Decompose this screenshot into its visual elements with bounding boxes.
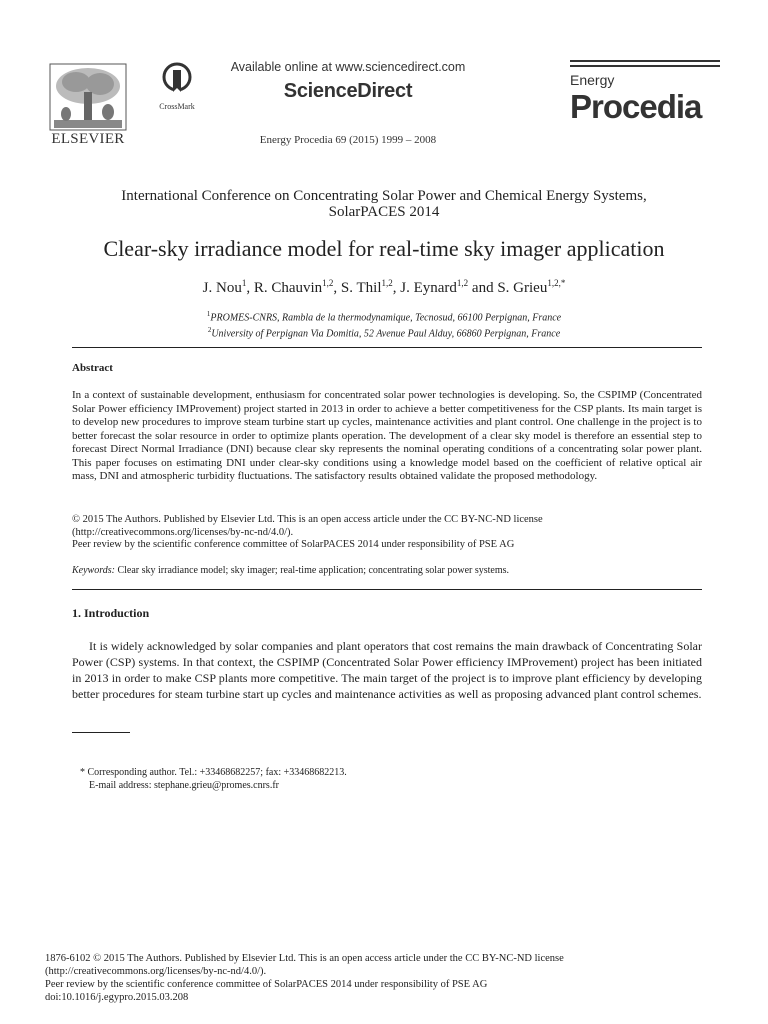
keywords-label: Keywords: [72,565,115,576]
author-affiliation-marker: 1 [241,278,247,288]
crossmark-icon [162,62,192,96]
section-divider [72,347,702,348]
affiliations [60,308,708,341]
journal-logo-procedia: Procedia [570,88,702,125]
abstract-body: In a context of sustainable development, enthusiasm for concentrated solar power technologies is developing. So, the CSPIMP (Concentrated Solar Power efficiency IMProvement) project started in 2013 in order to achieve a better competitiveness for the CSP plants. Its main target is to develop new procedures to improve steam turbine start up cycles, maintenance activities and plant control. One challenge in the project is to better forecast the solar resource in order to optimize plants operation. The development of a clear sky model is therefore an essential step to forecast Direct Normal Irradiance (DNI) because clear sky represents the nominal operating conditions of a concentrating solar power plant. This paper focuses on estimating DNI under clear-sky conditions using a knowledge model based on the coefficient of relative optical air mass, DNI and atmospheric turbidity fluctuations. The satisfactory results obtained validate the proposed methodology. [72,389,702,482]
license-notice [72,514,702,552]
conference-line: International Conference on Concentrating Solar Power and Chemical Energy Systems, [121,188,647,204]
footer-license-link[interactable]: (http://creativecommons.org/licenses/by-nc-nd/4.0/). [45,966,267,977]
author-separator: , [333,280,341,296]
affiliation-text: University of Perpignan Via Domitia, 52 Avenue Paul Alduy, 66860 Perpignan, France [211,328,561,340]
introduction-body: It is widely acknowledged by solar companies and plant operators that cost remains the main drawback of Concentrating Solar Power (CSP) systems. In that context, the CSPIMP (Concentrated Solar Power efficiency IMProvement) project has been initiated in 2013 in order to make CSP plants more competitive. The main target of the project is to improve plant efficiency by developing better procedures for steam turbine start up cycles and maintenance activities as well as proposing advanced plant control schemes. [72,639,702,701]
crossmark-label: CrossMark [159,102,195,111]
author-list [60,278,708,297]
author-name: J. Nou [202,280,242,296]
author-name: J. Eynard [400,280,457,296]
author-separator: and [468,280,498,296]
logo-rule [570,60,720,62]
keywords-list: Clear sky irradiance model; sky imager; real-time application; concentrating solar power systems. [114,565,510,576]
available-online-text: Available online at www.sciencedirect.com [230,60,466,74]
author-name: S. Thil [340,280,382,296]
corresponding-author-footnote [80,767,700,792]
author-affiliation-marker: 1,2 [456,278,469,288]
journal-reference: Energy Procedia 69 (2015) 1999 – 2008 [259,134,437,146]
footer-copyright: 1876-6102 © 2015 The Authors. Published by Elsevier Ltd. This is an open access article under the CC BY-NC-ND license [45,953,564,964]
author-affiliation-marker: 1,2 [381,278,393,288]
introduction-heading: 1. Introduction [72,606,150,620]
license-text: © 2015 The Authors. Published by Elsevier Ltd. This is an open access article under the CC BY-NC-ND license [72,514,543,525]
article-title: Clear-sky irradiance model for real-time sky imager application [103,236,665,261]
footnote-rule [72,732,130,733]
corresponding-author: * Corresponding author. Tel.: +33468682257; fax: +33468682213. [80,767,347,778]
affiliation-text: PROMES-CNRS, Rambla de la thermodynamique, Tecnosud, 66100 Perpignan, France [210,312,562,324]
crossmark-badge[interactable] [155,62,199,111]
footer-doi[interactable]: doi:10.1016/j.egypro.2015.03.208 [45,992,189,1003]
author-affiliation-marker: 1,2,* [547,278,566,288]
author-separator: , [392,280,401,296]
affiliation-number: 2 [207,326,212,335]
conference-line: SolarPACES 2014 [328,204,440,220]
affiliation-number: 1 [206,310,211,318]
author-affiliation-marker: 1,2 [322,278,334,288]
page-footer [45,952,725,1004]
author-name: R. Chauvin [253,280,323,296]
author-name: S. Grieu [497,280,548,296]
affiliation-line [60,324,708,340]
journal-logo [570,60,720,125]
sciencedirect-wordmark: ScienceDirect [283,80,413,102]
conference-name [60,188,708,220]
logo-rule [570,65,720,67]
corresponding-email[interactable]: E-mail address: stephane.grieu@promes.cnrs.fr [89,779,279,791]
peer-review-text: Peer review by the scientific conference committee of SolarPACES 2014 under responsibility of PSE AG [72,539,515,550]
keywords [72,565,702,576]
abstract-heading: Abstract [72,362,113,374]
author-separator: , [246,280,254,296]
publisher-name: ELSEVIER [51,131,125,147]
section-divider [72,589,702,590]
affiliation-line [60,308,708,324]
footer-peer-review: Peer review by the scientific conference committee of SolarPACES 2014 under responsibility of PSE AG [45,979,488,990]
license-link[interactable]: (http://creativecommons.org/licenses/by-nc-nd/4.0/). [72,526,294,538]
journal-logo-energy: Energy [570,72,615,88]
